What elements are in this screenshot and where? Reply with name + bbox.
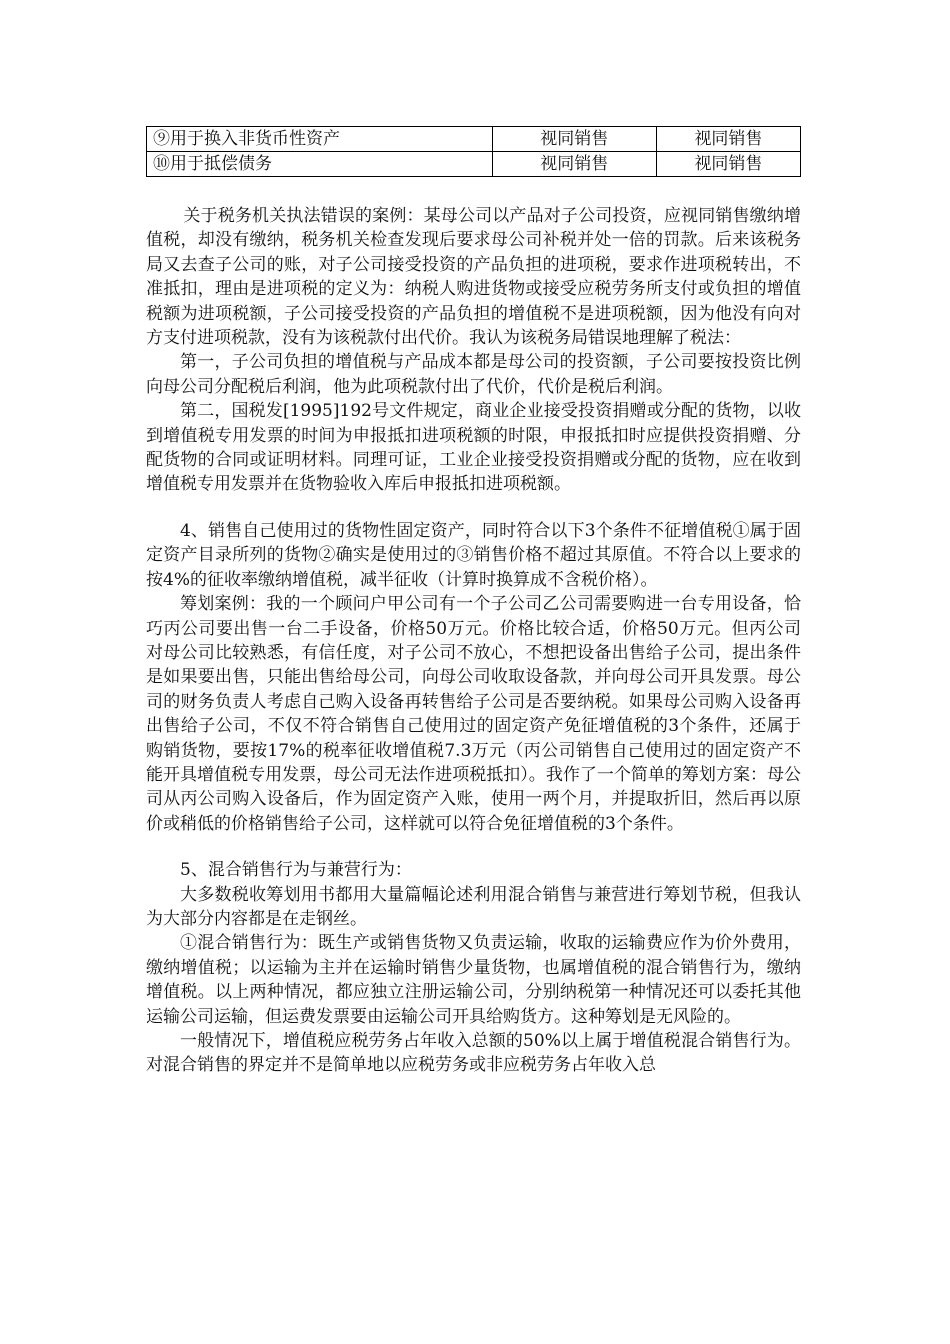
paragraph-point-two: 第二，国税发[1995]192号文件规定，商业企业接受投资捐赠或分配的货物，以收到增值税专用发票的时间为申报抵扣进项税额的时限，申报抵扣时应提供投资捐赠、分配货物的合同或证明材料。同理可证，工业企业接受投资捐赠或分配的货物，应在收到增值税专用发票并在货物验收入库后申报抵扣进项税额。	[146, 401, 801, 495]
table-cell-col2: 视同销售	[492, 127, 656, 152]
paragraph-general-case: 一般情况下，增值税应税劳务占年收入总额的50%以上属于增值税混合销售行为。对混合销售的界定并不是简单地以应税劳务或非应税劳务占年收入总	[146, 1031, 801, 1076]
paragraph-mixed-sales: ①混合销售行为：既生产或销售货物又负责运输，收取的运输费应作为价外费用，缴纳增值税；以运输为主并在运输时销售少量货物，也属增值税的混合销售行为，缴纳增值税。以上两种情况，都应独立注册运输公司，分别纳税第一种情况还可以委托其他运输公司运输，但运费发票要由运输公司开具给购货方。这种筹划是无风险的。	[146, 933, 801, 1027]
table-row	[147, 152, 801, 177]
paragraph-section-5-intro: 大多数税收筹划用书都用大量篇幅论述利用混合销售与兼营进行筹划节税，但我认为大部分内容都是在走钢丝。	[146, 884, 801, 929]
table-cell-col2: 视同销售	[492, 152, 656, 177]
paragraph-point-one: 第一，子公司负担的增值税与产品成本都是母公司的投资额，子公司要按投资比例向母公司分配税后利润，他为此项税款付出了代价，代价是税后利润。	[146, 352, 801, 397]
paragraph-case-tax-error: 关于税务机关执法错误的案例：某母公司以产品对子公司投资，应视同销售缴纳增值税，却没有缴纳，税务机关检查发现后要求母公司补税并处一倍的罚款。后来该税务局又去查子公司的账，对子公司接受投资的产品负担的进项税，要求作进项税转出，不准抵扣，理由是进项税的定义为：纳税人购进货物或接受应税劳务所支付或负担的增值税额为进项税额，子公司接受投资的产品负担的增值税不是进项税额，因为他没有向对方支付进项税款，没有为该税款付出代价。我认为该税务局错误地理解了税法：	[146, 206, 801, 349]
table-row	[147, 127, 801, 152]
table-cell-item: ⑩用于抵偿债务	[147, 152, 493, 177]
body-text	[146, 204, 801, 1078]
table-cell-col3: 视同销售	[656, 127, 800, 152]
tax-treatment-table	[146, 126, 801, 177]
paragraph-planning-case: 筹划案例：我的一个顾问户甲公司有一个子公司乙公司需要购进一台专用设备，恰巧丙公司要出售一台二手设备，价格50万元。价格比较合适，价格50万元。但丙公司对母公司比较熟悉，有信任度，对子公司不放心，不想把设备出售给子公司，提出条件是如果要出售，只能出售给母公司，向母公司收取设备款，并向母公司开具发票。母公司的财务负责人考虑自己购入设备再转售给子公司是否要纳税。如果母公司购入设备再出售给子公司，不仅不符合销售自己使用过的固定资产免征增值税的3个条件，还属于购销货物，要按17%的税率征收增值税7.3万元（丙公司销售自己使用过的固定资产不能开具增值税专用发票，母公司无法作进项税抵扣）。我作了一个简单的筹划方案：母公司从丙公司购入设备后，作为固定资产入账，使用一两个月，并提取折旧，然后再以原价或稍低的价格销售给子公司，这样就可以符合免征增值税的3个条件。	[146, 594, 801, 834]
paragraph-section-4: 4、销售自己使用过的货物性固定资产，同时符合以下3个条件不征增值税①属于固定资产目录所列的货物②确实是使用过的③销售价格不超过其原值。不符合以上要求的按4%的征收率缴纳增值税，减半征收（计算时换算成不含税价格）。	[146, 520, 801, 590]
table-cell-item: ⑨用于换入非货币性资产	[147, 127, 493, 152]
paragraph-section-5-heading: 5、混合销售行为与兼营行为：	[180, 860, 412, 881]
table-cell-col3: 视同销售	[656, 152, 800, 177]
